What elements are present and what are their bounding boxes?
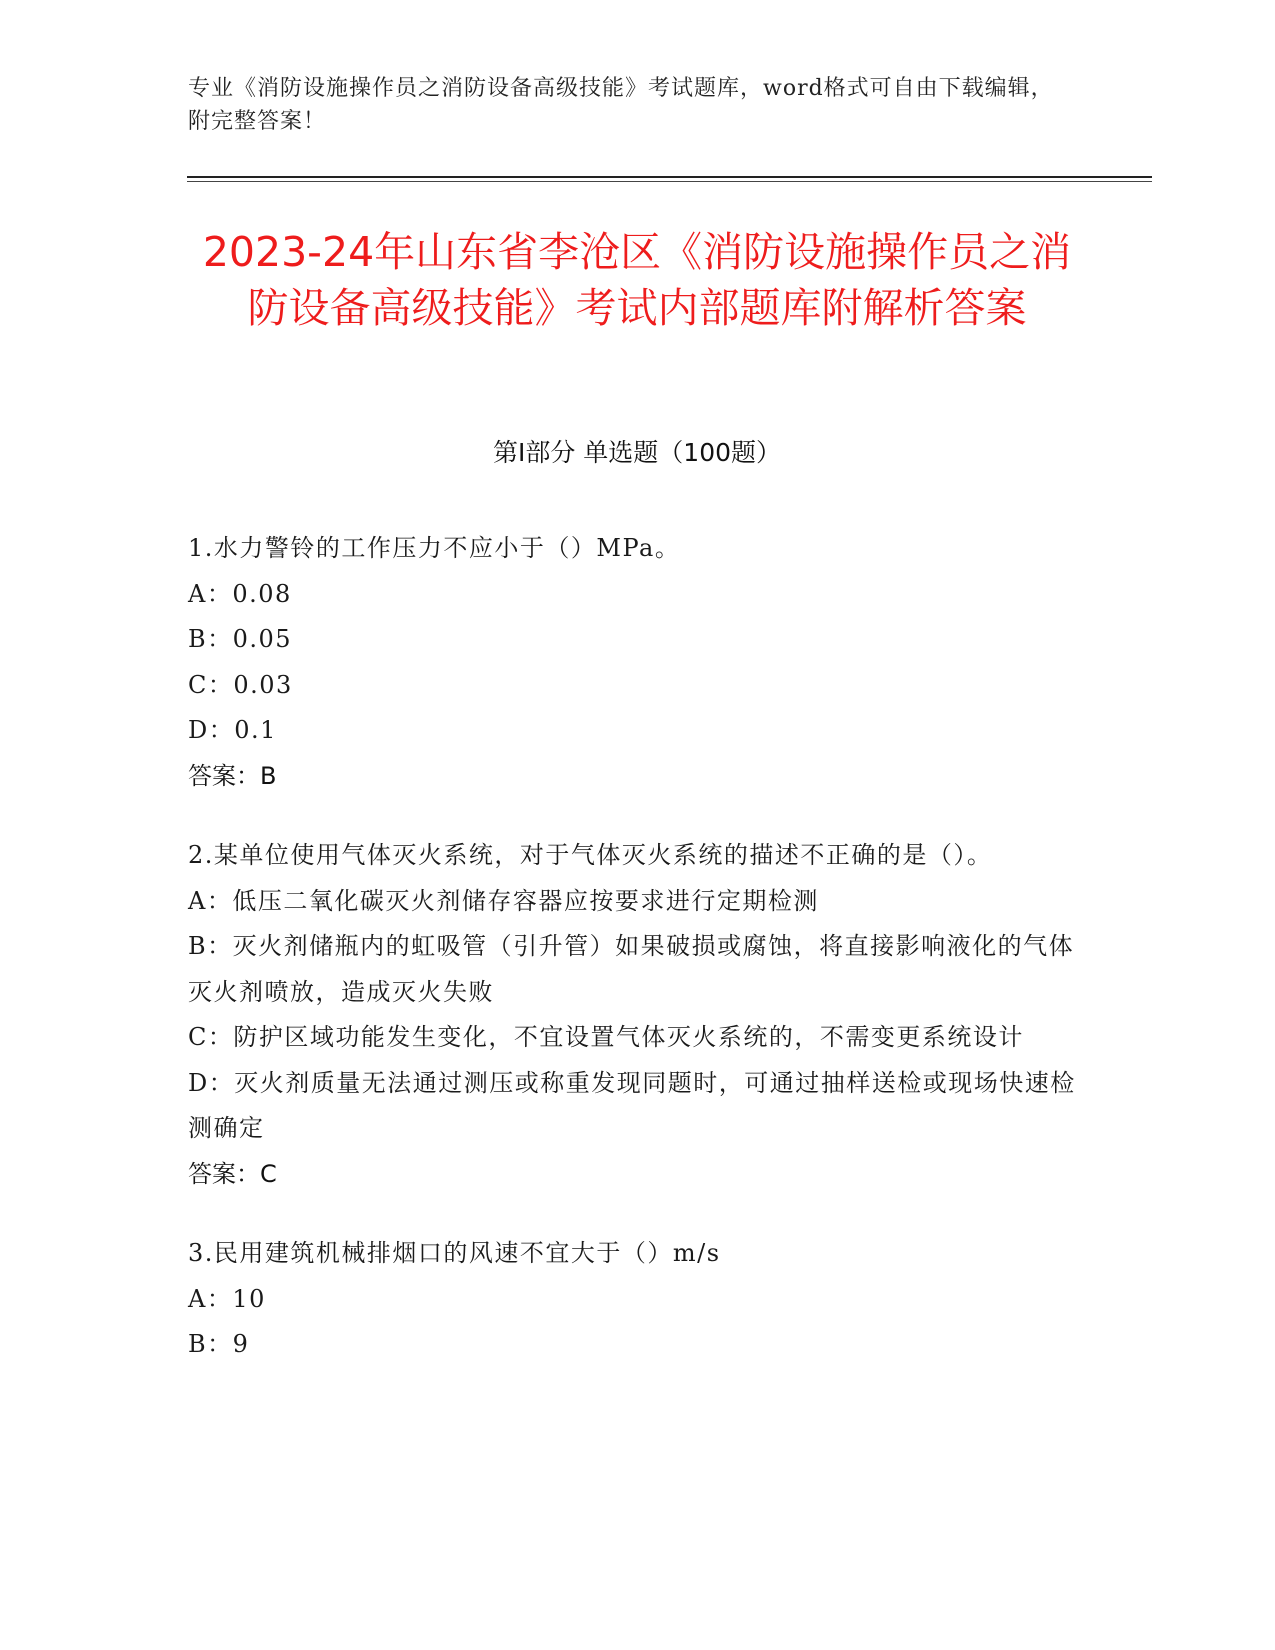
question-1: [188, 526, 1078, 799]
question-option: D：灭火剂质量无法通过测压或称重发现同题时，可通过抽样送检或现场快速检测确定: [188, 1068, 1076, 1142]
header-divider-thick: [187, 176, 1152, 178]
question-option: B：灭火剂储瓶内的虹吸管（引升管）如果破损或腐蚀，将直接影响液化的气体灭火剂喷放，造成灭火失败: [188, 932, 1075, 1006]
question-option: D：0.1: [188, 716, 277, 744]
question-3: [188, 1231, 1078, 1368]
question-option: A：0.08: [188, 579, 292, 608]
question-option: A：10: [188, 1284, 266, 1313]
question-option: A：低压二氧化碳灭火剂储存容器应按要求进行定期检测: [188, 886, 819, 915]
question-stem: 3.民用建筑机械排烟口的风速不宜大于（）m/s: [188, 1239, 721, 1267]
header-divider-thin: [187, 181, 1152, 182]
question-answer: 答案：B: [188, 761, 277, 790]
question-option: C：0.03: [188, 670, 293, 699]
section-title: 第I部分 单选题（100题）: [492, 438, 782, 467]
header-note: 专业《消防设施操作员之消防设备高级技能》考试题库，word格式可自由下载编辑，附完整答案！: [188, 76, 1054, 134]
document-title: 2023-24年山东省李沧区《消防设施操作员之消防设备高级技能》考试内部题库附解析答案: [202, 228, 1072, 332]
question-2: [188, 833, 1078, 1197]
question-option: C：防护区域功能发生变化，不宜设置气体灭火系统的，不需变更系统设计: [188, 1023, 1024, 1051]
question-stem: 2.某单位使用气体灭火系统，对于气体灭火系统的描述不正确的是（）。: [188, 841, 993, 869]
question-list: [188, 526, 1078, 1402]
question-stem: 1.水力警铃的工作压力不应小于（）MPa。: [188, 534, 681, 562]
question-option: B：9: [188, 1330, 250, 1358]
question-answer: 答案：C: [188, 1159, 277, 1188]
question-option: B：0.05: [188, 625, 293, 653]
